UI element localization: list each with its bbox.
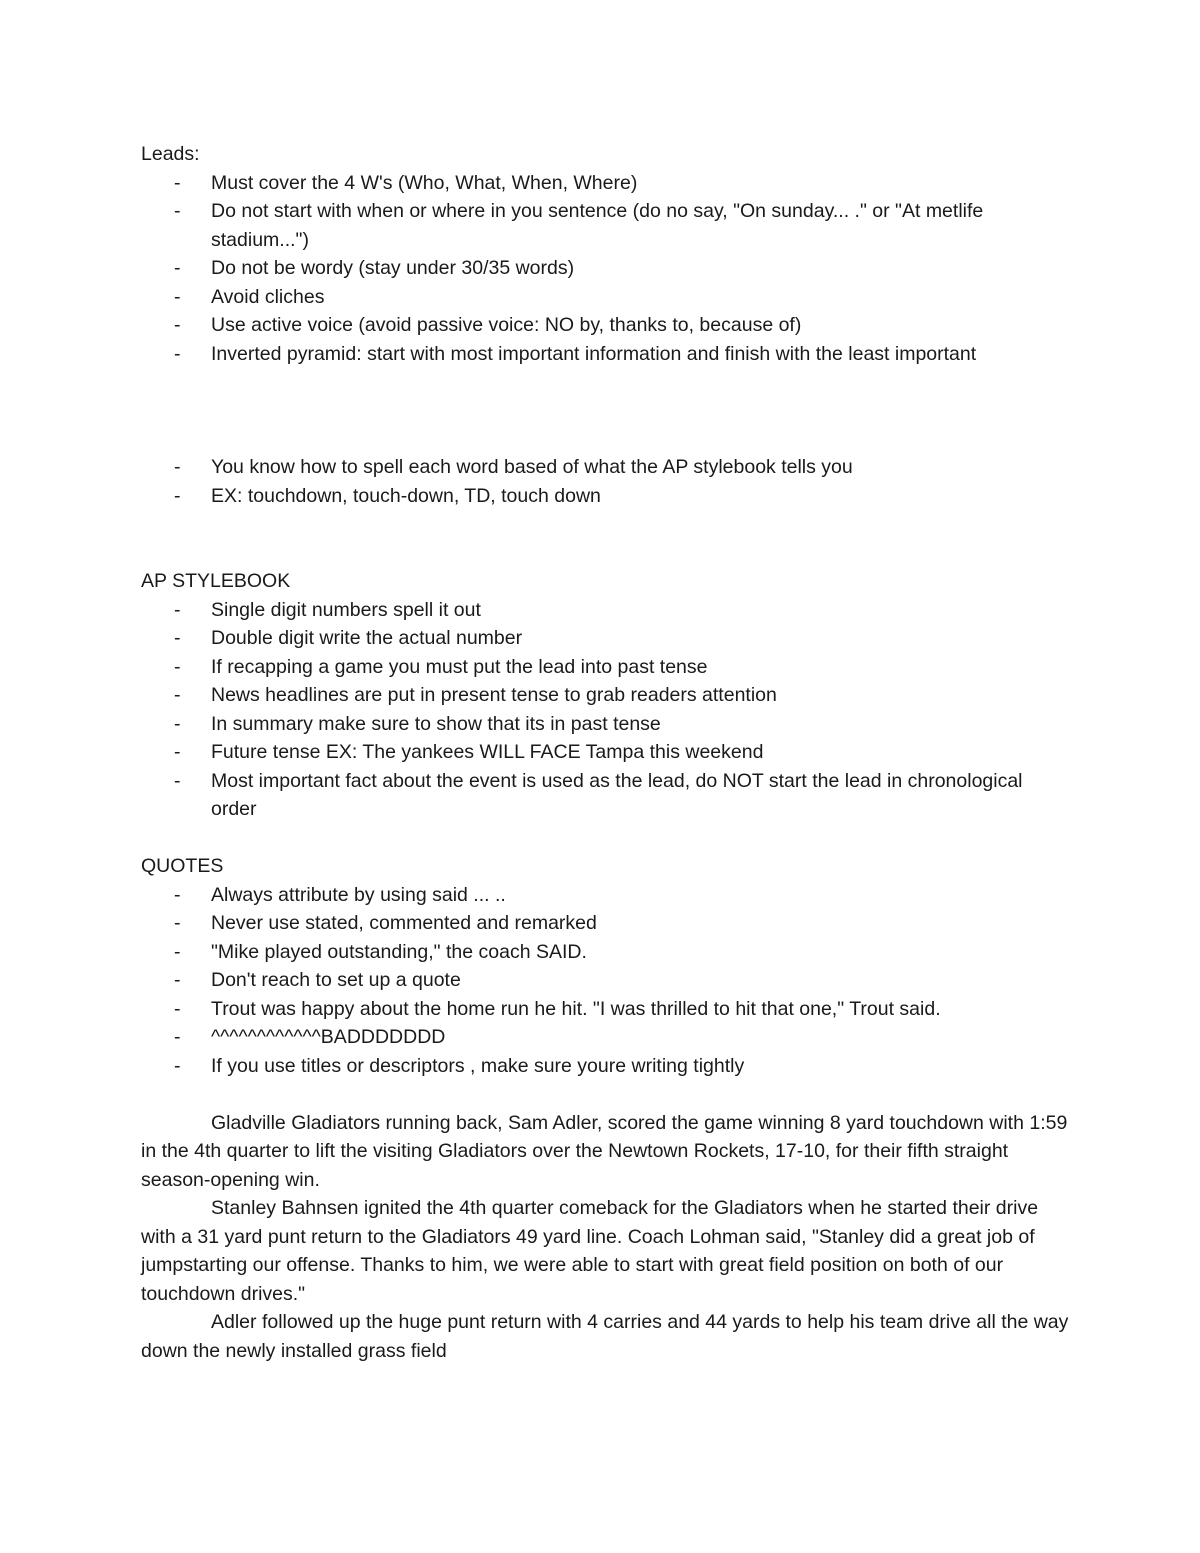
list-item: - Do not start with when or where in you sentence (do no say, "On sunday... ." or "At metlife stadium...") [141,197,1071,254]
list-item: - ^^^^^^^^^^^^BADDDDDDD [141,1023,1071,1052]
dash-bullet: - [174,883,181,906]
story-paragraph: Stanley Bahnsen ignited the 4th quarter comeback for the Gladiators when he started their drive with a 31 yard punt return to the Gladiators 49 yard line. Coach Lohman said, "Stanley did a great job of jumpstarting our offense. Thanks to him, we were able to start with great field position on both of our touchdown drives." [141,1197,1039,1305]
list-item: - In summary make sure to show that its in past tense [141,710,1071,739]
list-item: - Never use stated, commented and remarked [141,909,1071,938]
dash-bullet: - [174,712,181,735]
quotes-list [141,881,1071,1081]
dash-bullet: - [174,314,181,336]
list-item: - You know how to spell each word based of what the AP stylebook tells you [141,453,1071,482]
dash-bullet: - [174,171,181,194]
ap-stylebook-heading: AP STYLEBOOK [141,570,291,592]
spacer [141,510,1071,567]
list-item: - Inverted pyramid: start with most important information and finish with the least important [141,340,1071,369]
dash-bullet: - [174,257,181,279]
dash-bullet: - [174,940,181,963]
quotes-heading: QUOTES [141,855,224,877]
dash-bullet: - [174,484,181,507]
dash-bullet: - [174,997,181,1020]
story-paragraph: Gladville Gladiators running back, Sam Adler, scored the game winning 8 yard touchdown with 1:59 in the 4th quarter to lift the visiting Gladiators over the Newtown Rockets, 17-10, for their fifth straight season-opening win. [141,1111,1068,1191]
dash-bullet: - [174,655,181,678]
dash-bullet: - [174,342,181,365]
list-item: - Double digit write the actual number [141,624,1071,653]
list-item: - Must cover the 4 W's (Who, What, When, Where) [141,169,1071,198]
ap-stylebook-list [141,596,1071,824]
dash-bullet: - [174,456,181,478]
story-paragraph: Adler followed up the huge punt return with 4 carries and 44 yards to help his team drive all the way down the newly installed grass field [141,1311,1069,1362]
dash-bullet: - [174,285,181,308]
spelling-list [141,453,1071,510]
dash-bullet: - [174,912,181,934]
dash-bullet: - [174,769,181,792]
list-item: - News headlines are put in present tense to grab readers attention [141,681,1071,710]
list-item: - Don't reach to set up a quote [141,966,1071,995]
list-item: - "Mike played outstanding," the coach SAID. [141,938,1071,967]
list-item: - Trout was happy about the home run he hit. "I was thrilled to hit that one," Trout said. [141,995,1071,1024]
list-item: - Most important fact about the event is used as the lead, do NOT start the lead in chronological order [141,767,1071,824]
dash-bullet: - [174,627,181,649]
spacer [141,824,1071,853]
dash-bullet: - [174,1054,181,1077]
list-item: - Future tense EX: The yankees WILL FACE Tampa this weekend [141,738,1071,767]
dash-bullet: - [174,741,181,763]
list-item: - Do not be wordy (stay under 30/35 words) [141,254,1071,283]
story-body [141,1109,1071,1366]
list-item: - Always attribute by using said ... .. [141,881,1071,910]
dash-bullet: - [174,200,181,222]
spacer [141,1080,1071,1109]
list-item: - EX: touchdown, touch-down, TD, touch down [141,482,1071,511]
list-item: - If you use titles or descriptors , make sure youre writing tightly [141,1052,1071,1081]
list-item: - If recapping a game you must put the lead into past tense [141,653,1071,682]
list-item: - Single digit numbers spell it out [141,596,1071,625]
list-item: - Avoid cliches [141,283,1071,312]
dash-bullet: - [174,684,181,706]
dash-bullet: - [174,598,181,621]
leads-list [141,169,1071,369]
list-item: - Use active voice (avoid passive voice: NO by, thanks to, because of) [141,311,1071,340]
dash-bullet: - [174,1026,181,1048]
leads-heading: Leads: [141,143,200,165]
spacer [141,368,1071,453]
dash-bullet: - [174,969,181,991]
document-page [141,140,1071,1365]
